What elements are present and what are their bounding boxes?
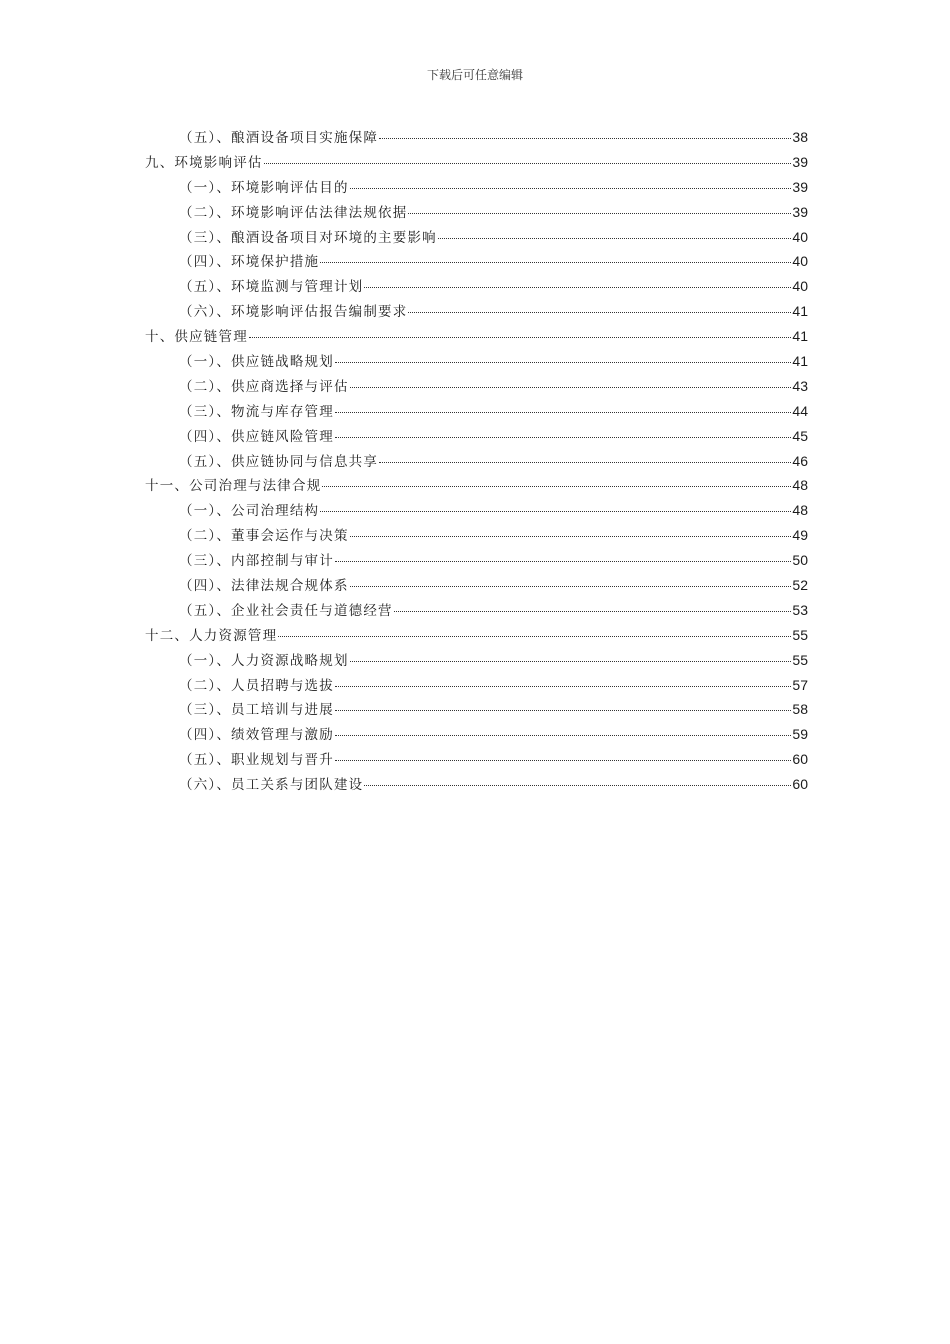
toc-section-entry[interactable] [145, 275, 808, 300]
toc-entry-title: 十二、人力资源管理 [145, 627, 278, 644]
toc-entry-title: （二）、人员招聘与选拔 [179, 677, 334, 694]
toc-page-number: 39 [792, 203, 808, 220]
toc-dot-leader [350, 660, 792, 662]
toc-dot-leader [438, 237, 792, 239]
toc-section-entry[interactable] [145, 425, 808, 450]
toc-dot-leader [320, 510, 791, 512]
toc-section-entry[interactable] [145, 723, 808, 748]
toc-section-entry[interactable] [145, 499, 808, 524]
toc-dot-leader [335, 361, 791, 363]
toc-dot-leader [335, 560, 791, 562]
toc-page-number: 40 [792, 228, 808, 245]
toc-entry-title: （六）、环境影响评估报告编制要求 [179, 304, 408, 321]
toc-entry-title: （三）、物流与库存管理 [179, 403, 334, 420]
toc-chapter-entry[interactable] [145, 474, 808, 499]
toc-section-entry[interactable] [145, 574, 808, 599]
toc-entry-title: （四）、环境保护措施 [179, 254, 320, 271]
toc-entry-title: （四）、供应链风险管理 [179, 428, 334, 445]
toc-section-entry[interactable] [145, 400, 808, 425]
table-of-contents [145, 126, 808, 798]
toc-entry-title: （五）、供应链协同与信息共享 [179, 453, 379, 470]
toc-section-entry[interactable] [145, 549, 808, 574]
toc-section-entry[interactable] [145, 300, 808, 325]
toc-entry-title: （二）、供应商选择与评估 [179, 378, 349, 395]
toc-page-number: 57 [792, 676, 808, 693]
toc-dot-leader [394, 610, 792, 612]
toc-page-number: 41 [792, 328, 808, 345]
toc-page-number: 58 [792, 701, 808, 718]
toc-entry-title: （四）、绩效管理与激励 [179, 727, 334, 744]
toc-dot-leader [335, 411, 791, 413]
toc-page-number: 55 [792, 651, 808, 668]
page-header: 下载后可任意编辑 [426, 68, 523, 82]
toc-section-entry[interactable] [145, 375, 808, 400]
toc-chapter-entry[interactable] [145, 624, 808, 649]
toc-entry-title: （五）、环境监测与管理计划 [179, 279, 364, 296]
toc-section-entry[interactable] [145, 599, 808, 624]
toc-entry-title: （三）、酿酒设备项目对环境的主要影响 [179, 229, 437, 246]
toc-page-number: 41 [792, 303, 808, 320]
toc-page-number: 52 [792, 577, 808, 594]
toc-page-number: 43 [792, 377, 808, 394]
toc-dot-leader [408, 311, 791, 313]
toc-dot-leader [264, 162, 792, 164]
toc-dot-leader [278, 635, 791, 637]
toc-dot-leader [350, 585, 792, 587]
toc-page-number: 46 [792, 452, 808, 469]
toc-page-number: 60 [792, 751, 808, 768]
toc-section-entry[interactable] [145, 674, 808, 699]
toc-section-entry[interactable] [145, 250, 808, 275]
toc-section-entry[interactable] [145, 201, 808, 226]
toc-dot-leader [350, 187, 792, 189]
toc-page-number: 48 [792, 502, 808, 519]
toc-dot-leader [322, 485, 791, 487]
toc-dot-leader [335, 436, 791, 438]
toc-entry-title: （三）、员工培训与进展 [179, 702, 334, 719]
toc-page-number: 53 [792, 601, 808, 618]
toc-dot-leader [408, 212, 791, 214]
toc-page-number: 55 [792, 626, 808, 643]
toc-page-number: 49 [792, 527, 808, 544]
toc-entry-title: （五）、职业规划与晋升 [179, 752, 334, 769]
toc-section-entry[interactable] [145, 350, 808, 375]
toc-section-entry[interactable] [145, 450, 808, 475]
toc-dot-leader [364, 784, 791, 786]
toc-page-number: 59 [792, 726, 808, 743]
toc-section-entry[interactable] [145, 698, 808, 723]
toc-page-number: 40 [792, 253, 808, 270]
toc-chapter-entry[interactable] [145, 151, 808, 176]
toc-dot-leader [350, 386, 792, 388]
toc-section-entry[interactable] [145, 126, 808, 151]
toc-entry-title: （三）、内部控制与审计 [179, 553, 334, 570]
toc-section-entry[interactable] [145, 649, 808, 674]
toc-entry-title: 九、环境影响评估 [145, 154, 263, 171]
toc-entry-title: 十一、公司治理与法律合规 [145, 478, 322, 495]
toc-dot-leader [335, 709, 791, 711]
toc-page-number: 44 [792, 402, 808, 419]
toc-entry-title: 十、供应链管理 [145, 329, 248, 346]
toc-dot-leader [335, 685, 791, 687]
toc-entry-title: （一）、供应链战略规划 [179, 354, 334, 371]
toc-dot-leader [350, 535, 792, 537]
toc-dot-leader [335, 734, 791, 736]
toc-page-number: 48 [792, 477, 808, 494]
toc-page-number: 45 [792, 427, 808, 444]
toc-page-number: 39 [792, 153, 808, 170]
toc-dot-leader [249, 336, 792, 338]
toc-dot-leader [320, 261, 791, 263]
toc-entry-title: （一）、环境影响评估目的 [179, 179, 349, 196]
toc-entry-title: （五）、酿酒设备项目实施保障 [179, 130, 379, 146]
toc-page-number: 38 [792, 129, 808, 145]
toc-entry-title: （一）、人力资源战略规划 [179, 652, 349, 669]
toc-entry-title: （二）、董事会运作与决策 [179, 528, 349, 545]
toc-entry-title: （二）、环境影响评估法律法规依据 [179, 204, 408, 221]
toc-page-number: 40 [792, 278, 808, 295]
toc-entry-title: （五）、企业社会责任与道德经营 [179, 602, 393, 619]
toc-entry-title: （六）、员工关系与团队建设 [179, 777, 364, 794]
toc-dot-leader [379, 461, 791, 463]
toc-page-number: 50 [792, 552, 808, 569]
toc-chapter-entry[interactable] [145, 325, 808, 350]
toc-section-entry[interactable] [145, 748, 808, 773]
toc-dot-leader [379, 137, 791, 139]
toc-entry-title: （四）、法律法规合规体系 [179, 578, 349, 595]
toc-page-number: 39 [792, 178, 808, 195]
toc-entry-title: （一）、公司治理结构 [179, 503, 320, 520]
toc-section-entry[interactable] [145, 773, 808, 798]
toc-section-entry[interactable] [145, 524, 808, 549]
toc-page-number: 41 [792, 353, 808, 370]
toc-section-entry[interactable] [145, 226, 808, 251]
toc-dot-leader [364, 286, 791, 288]
toc-page-number: 60 [792, 776, 808, 793]
toc-section-entry[interactable] [145, 176, 808, 201]
toc-dot-leader [335, 759, 791, 761]
